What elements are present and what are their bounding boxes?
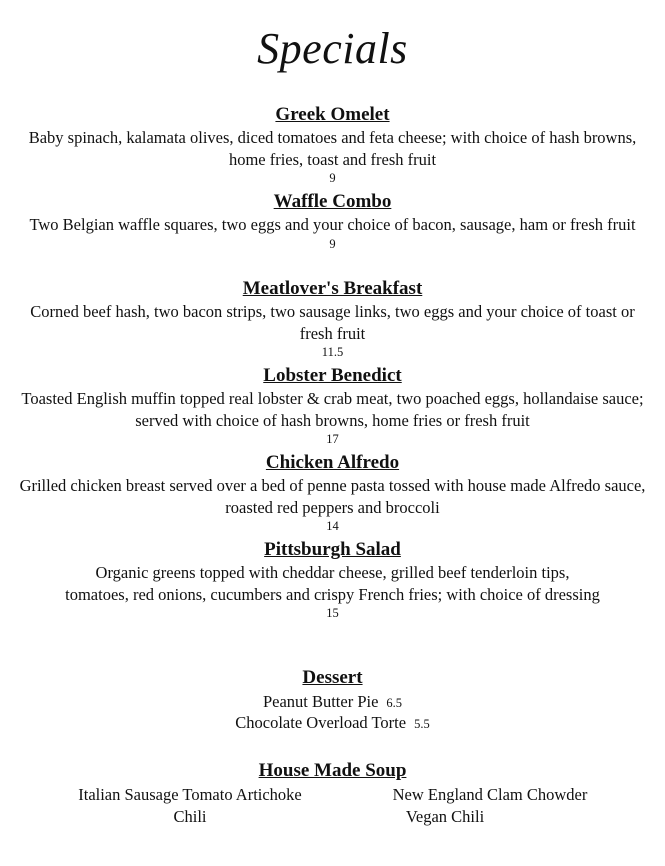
soup-item: New England Clam Chowder [392, 785, 588, 804]
dessert-name: Chocolate Overload Torte [235, 713, 407, 732]
special-price: 9 [329, 236, 336, 251]
special-chicken-alfredo [0, 451, 665, 535]
special-greek-omelet [0, 103, 665, 187]
soup-item: Vegan Chili [405, 807, 485, 826]
soup-heading: House Made Soup [258, 760, 407, 781]
special-pittsburgh-salad [0, 538, 665, 622]
dessert-name: Peanut Butter Pie [262, 692, 379, 711]
special-name: Greek Omelet [275, 104, 390, 125]
special-description: Grilled chicken breast served over a bed of penne pasta tossed with house made Alfredo sauce, roasted red peppers and broccoli [19, 476, 646, 517]
special-description: Baby spinach, kalamata olives, diced tomatoes and feta cheese; with choice of hash browns, home fries, toast and fresh fruit [28, 128, 637, 169]
page-title: Specials [257, 24, 408, 73]
special-price: 17 [326, 432, 339, 446]
special-meatlovers-breakfast [0, 277, 665, 361]
special-name: Waffle Combo [273, 191, 392, 212]
special-description: Two Belgian waffle squares, two eggs and your choice of bacon, sausage, ham or fresh fruit [29, 215, 636, 234]
dessert-price: 5.5 [414, 717, 430, 731]
dessert-heading: Dessert [302, 667, 363, 688]
special-description: Corned beef hash, two bacon strips, two sausage links, two eggs and your choice of toast or fresh fruit [30, 302, 635, 343]
special-price: 9 [329, 171, 336, 185]
special-description: Toasted English muffin topped real lobster & crab meat, two poached eggs, hollandaise sauce; served with choice of hash browns, home fries or fresh fruit [21, 389, 644, 430]
special-name: Chicken Alfredo [265, 452, 400, 473]
special-lobster-benedict [0, 364, 665, 448]
dessert-item [0, 691, 665, 714]
soup-item: Chili [173, 807, 207, 826]
special-name: Meatlover's Breakfast [242, 278, 423, 299]
dessert-price: 6.5 [386, 696, 403, 710]
special-name: Lobster Benedict [263, 365, 402, 386]
dessert-item [0, 712, 665, 735]
special-name: Pittsburgh Salad [264, 539, 401, 560]
special-description: Organic greens topped with cheddar cheese, grilled beef tenderloin tips, tomatoes, red onions, cucumbers and crispy French fries; with choice of dressing [65, 563, 600, 604]
special-price: 15 [326, 606, 339, 620]
special-price: 11.5 [321, 345, 344, 359]
soup-item: Italian Sausage Tomato Artichoke [78, 785, 302, 804]
special-price: 14 [326, 519, 339, 533]
special-waffle-combo [0, 190, 665, 253]
